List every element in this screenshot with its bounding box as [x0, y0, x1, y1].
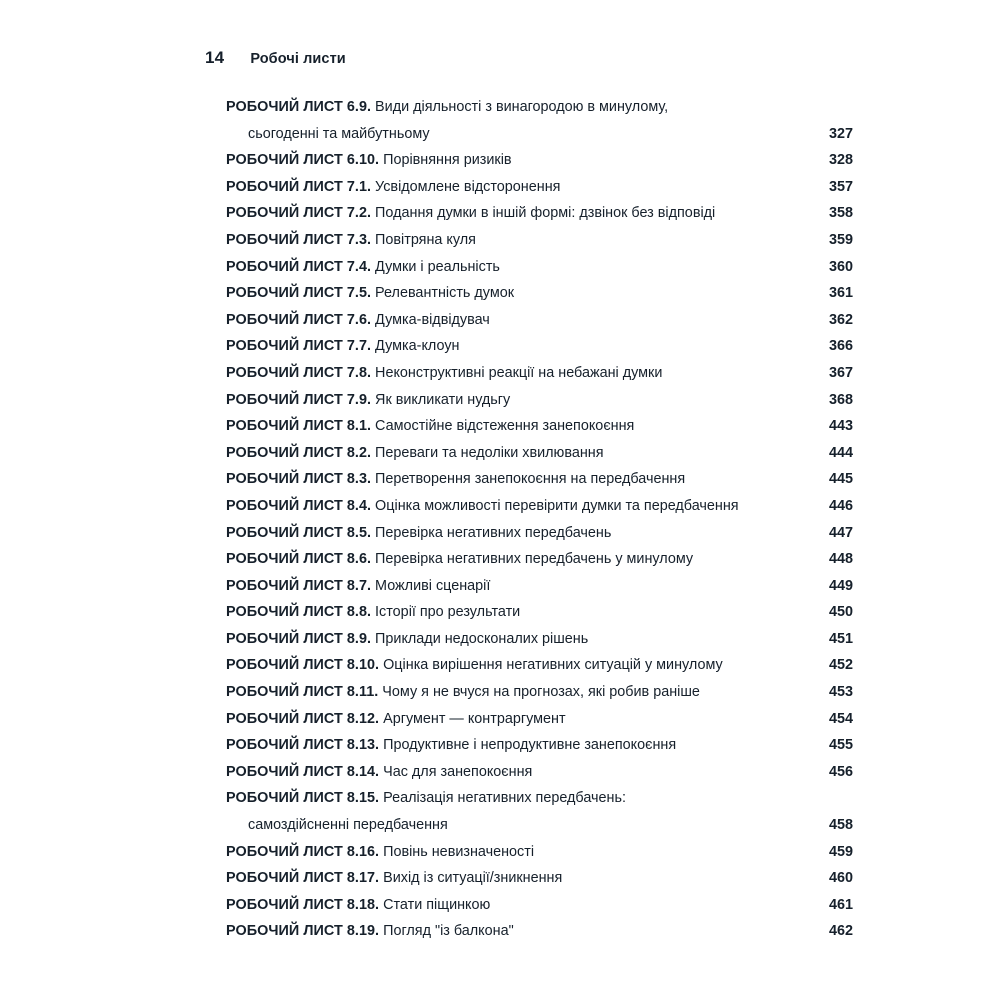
- toc-entry[interactable]: [226, 147, 853, 174]
- toc-entry-line: [226, 227, 771, 254]
- toc-entry-line: [226, 732, 771, 759]
- toc-entry[interactable]: [226, 307, 853, 334]
- toc-entry-label: РОБОЧИЙ ЛИСТ 7.1.: [226, 178, 372, 195]
- toc-entry-line: [226, 520, 771, 547]
- toc-entry-page-number: 368: [828, 391, 853, 408]
- toc-entry[interactable]: [226, 360, 853, 387]
- toc-entry-title: Повітряна куля: [371, 231, 476, 248]
- toc-entry[interactable]: [226, 387, 853, 414]
- toc-entry-page-number: 367: [828, 364, 853, 381]
- toc-entry[interactable]: [226, 679, 853, 706]
- toc-entry-label: РОБОЧИЙ ЛИСТ 8.12.: [226, 710, 380, 727]
- toc-entry-label: РОБОЧИЙ ЛИСТ 7.6.: [226, 311, 372, 328]
- toc-entry[interactable]: [226, 174, 853, 201]
- toc-entry-label: РОБОЧИЙ ЛИСТ 7.4.: [226, 258, 372, 275]
- toc-entry[interactable]: [226, 573, 853, 600]
- toc-entry-title: Повінь невизначеності: [379, 843, 535, 860]
- toc-entry-page-number: 455: [828, 737, 853, 754]
- toc-entry-title: Вихід із ситуації/зникнення: [379, 870, 563, 887]
- toc-entry-line-continued: [226, 121, 771, 148]
- toc-entry-page-number: 358: [828, 205, 853, 222]
- toc-entry-page-number: 445: [828, 471, 853, 488]
- toc-entry-label: РОБОЧИЙ ЛИСТ 8.13.: [226, 737, 380, 754]
- toc-entry-page-number: 458: [828, 817, 853, 834]
- running-head: [205, 48, 770, 68]
- toc-entry[interactable]: [226, 706, 853, 733]
- toc-entry-line: [226, 440, 771, 467]
- toc-entry-page-number: 444: [828, 444, 853, 461]
- toc-entry-title-continued: самоздійсненні передбачення: [248, 817, 448, 834]
- toc-entry-line: [226, 892, 771, 919]
- toc-entry-line: [226, 200, 771, 227]
- toc-entry[interactable]: [226, 466, 853, 493]
- toc-entry-page-number: 366: [828, 338, 853, 355]
- toc-entry[interactable]: [226, 785, 853, 838]
- toc-entry-line: [226, 307, 771, 334]
- toc-entry-label: РОБОЧИЙ ЛИСТ 8.2.: [226, 444, 372, 461]
- toc-entry-page-number: 451: [828, 630, 853, 647]
- toc-entry[interactable]: [226, 333, 853, 360]
- toc-entry-line: [226, 573, 771, 600]
- toc-entry[interactable]: [226, 227, 853, 254]
- toc-entry-title: Перевірка негативних передбачень: [371, 524, 612, 541]
- toc-entry-line: [226, 94, 771, 121]
- toc-entry-line: [226, 865, 771, 892]
- toc-entry-line: [226, 918, 771, 945]
- toc-entry-line: [226, 759, 771, 786]
- toc-entry-title: Усвідомлене відсторонення: [371, 178, 561, 195]
- toc-entry[interactable]: [226, 918, 853, 945]
- toc-entry-page-number: 328: [828, 152, 853, 169]
- toc-entry-title: Погляд "із балкона": [379, 923, 514, 940]
- toc-entry-page-number: 360: [828, 258, 853, 275]
- toc-entry-page-number: 461: [828, 896, 853, 913]
- toc-entry-label: РОБОЧИЙ ЛИСТ 6.9.: [226, 99, 372, 115]
- toc-entry-label: РОБОЧИЙ ЛИСТ 8.4.: [226, 497, 372, 514]
- toc-entry-label: РОБОЧИЙ ЛИСТ 8.6.: [226, 551, 372, 568]
- toc-entry-title: Думки і реальність: [371, 258, 500, 275]
- toc-entry-line: [226, 147, 771, 174]
- toc-entry-line: [226, 679, 771, 706]
- toc-entry-page-number: 357: [828, 178, 853, 195]
- toc-entry-title: Стати піщинкою: [379, 896, 491, 913]
- toc-entry[interactable]: [226, 493, 853, 520]
- toc-entry-label: РОБОЧИЙ ЛИСТ 7.9.: [226, 391, 372, 408]
- toc-entry-line: [226, 599, 771, 626]
- toc-entry[interactable]: [226, 652, 853, 679]
- toc-entry-title: Подання думки в іншій формі: дзвінок без відповіді: [371, 205, 716, 222]
- toc-entry-page-number: 456: [828, 763, 853, 780]
- running-head-title: Робочі листи: [250, 51, 346, 67]
- toc-entry-title: Можливі сценарії: [371, 577, 491, 594]
- toc-entry-line: [226, 785, 771, 812]
- toc-entry[interactable]: [226, 94, 853, 147]
- toc-entry[interactable]: [226, 440, 853, 467]
- toc-entry-title: Оцінка вирішення негативних ситуацій у минулому: [379, 657, 723, 674]
- toc-entry-label: РОБОЧИЙ ЛИСТ 7.3.: [226, 231, 372, 248]
- toc-entry-line: [226, 652, 771, 679]
- toc-entry-label: РОБОЧИЙ ЛИСТ 8.3.: [226, 471, 372, 488]
- toc-entry-title: Оцінка можливості перевірити думки та передбачення: [371, 497, 739, 514]
- toc-entry[interactable]: [226, 732, 853, 759]
- toc-entry-page-number: 453: [828, 684, 853, 701]
- toc-entry[interactable]: [226, 200, 853, 227]
- toc-entry-line: [226, 333, 771, 360]
- toc-entry-page-number: 450: [828, 604, 853, 621]
- toc-entry-line: [226, 387, 771, 414]
- toc-entry-page-number: 448: [828, 551, 853, 568]
- toc-entry-title: Перевірка негативних передбачень у минулому: [371, 551, 694, 568]
- toc-entry-page-number: 362: [828, 311, 853, 328]
- toc-entry-title: Реалізація негативних передбачень:: [379, 790, 626, 807]
- toc-entry-title: Час для занепокоєння: [379, 763, 533, 780]
- toc-entry-page-number: 459: [828, 843, 853, 860]
- toc-entry-title: Перетворення занепокоєння на передбачення: [371, 471, 686, 488]
- toc-entry-label: РОБОЧИЙ ЛИСТ 7.7.: [226, 338, 372, 355]
- toc-entry-page-number: 449: [828, 577, 853, 594]
- toc-entry-label: РОБОЧИЙ ЛИСТ 7.8.: [226, 364, 372, 381]
- toc-entry-page-number: 447: [828, 524, 853, 541]
- toc-entry-label: РОБОЧИЙ ЛИСТ 8.18.: [226, 896, 380, 913]
- toc-entry-title-continued: сьогоденні та майбутньому: [248, 125, 430, 142]
- toc-entry-label: РОБОЧИЙ ЛИСТ 6.10.: [226, 152, 380, 169]
- toc-entry-title: Неконструктивні реакції на небажані думки: [371, 364, 663, 381]
- toc-entry-line: [226, 839, 771, 866]
- toc-entry-page-number: 327: [828, 125, 853, 142]
- toc-entry-label: РОБОЧИЙ ЛИСТ 8.19.: [226, 923, 380, 940]
- toc-entry-label: РОБОЧИЙ ЛИСТ 8.5.: [226, 524, 372, 541]
- toc-entry-title: Аргумент — контраргумент: [379, 710, 566, 727]
- toc-entry-label: РОБОЧИЙ ЛИСТ 7.2.: [226, 205, 372, 222]
- toc-entry-line: [226, 626, 771, 653]
- toc-entry-page-number: 460: [828, 870, 853, 887]
- toc-entry-label: РОБОЧИЙ ЛИСТ 8.15.: [226, 790, 380, 807]
- toc-entry[interactable]: [226, 865, 853, 892]
- toc-entry[interactable]: [226, 546, 853, 573]
- toc-entry-title: Приклади недосконалих рішень: [371, 630, 589, 647]
- toc-entry-title: Продуктивне і непродуктивне занепокоєння: [379, 737, 677, 754]
- toc-entry-label: РОБОЧИЙ ЛИСТ 8.8.: [226, 604, 372, 621]
- toc-entry-line: [226, 254, 771, 281]
- toc-entry[interactable]: [226, 759, 853, 786]
- toc-entry-page-number: 462: [828, 923, 853, 940]
- toc-entry-label: РОБОЧИЙ ЛИСТ 8.1.: [226, 418, 372, 435]
- toc-entry-line: [226, 174, 771, 201]
- toc-entry-label: РОБОЧИЙ ЛИСТ 8.10.: [226, 657, 380, 674]
- toc-entry-title: Порівняння ризиків: [379, 152, 512, 169]
- toc-entry[interactable]: [226, 626, 853, 653]
- toc-entry-title: Історії про результати: [371, 604, 521, 621]
- toc-entry-label: РОБОЧИЙ ЛИСТ 8.14.: [226, 763, 380, 780]
- toc-entry-page-number: 361: [828, 285, 853, 302]
- toc-entry[interactable]: [226, 254, 853, 281]
- toc-entry[interactable]: [226, 520, 853, 547]
- toc-entry-title: Переваги та недоліки хвилювання: [371, 444, 604, 461]
- toc-entry[interactable]: [226, 839, 853, 866]
- toc-entry-page-number: 443: [828, 418, 853, 435]
- toc-entry-line: [226, 493, 771, 520]
- toc-entry-page-number: 454: [828, 710, 853, 727]
- toc-entry-label: РОБОЧИЙ ЛИСТ 8.9.: [226, 630, 372, 647]
- toc-entry-title: Чому я не вчуся на прогнозах, які робив раніше: [378, 684, 700, 701]
- toc-entry-line: [226, 466, 771, 493]
- toc-entry-label: РОБОЧИЙ ЛИСТ 8.11.: [226, 684, 379, 701]
- toc-entry[interactable]: [226, 413, 853, 440]
- toc-entry-label: РОБОЧИЙ ЛИСТ 7.5.: [226, 285, 372, 302]
- toc-entry-title: Самостійне відстеження занепокоєння: [371, 418, 635, 435]
- toc-entry-page-number: 359: [828, 231, 853, 248]
- toc-entry-title: Релевантність думок: [371, 285, 515, 302]
- toc-entry-page-number: 452: [828, 657, 853, 674]
- toc-entry-line: [226, 280, 771, 307]
- toc-entry-label: РОБОЧИЙ ЛИСТ 8.17.: [226, 870, 380, 887]
- toc-entry-title: Як викликати нудьгу: [371, 391, 511, 408]
- toc-entry[interactable]: [226, 892, 853, 919]
- toc-entry[interactable]: [226, 599, 853, 626]
- toc-entry-page-number: 446: [828, 497, 853, 514]
- toc-entry-title: Думка-відвідувач: [371, 311, 490, 328]
- table-of-contents: [226, 94, 853, 945]
- toc-entry-label: РОБОЧИЙ ЛИСТ 8.16.: [226, 843, 380, 860]
- toc-entry-line-continued: [226, 812, 771, 839]
- toc-entry-title: Види діяльності з винагородою в минулому,: [371, 99, 669, 115]
- toc-entry-line: [226, 546, 771, 573]
- toc-entry-line: [226, 360, 771, 387]
- page-folio: 14: [205, 48, 225, 67]
- toc-entry-title: Думка-клоун: [371, 338, 460, 355]
- toc-entry[interactable]: [226, 280, 853, 307]
- toc-entry-line: [226, 413, 771, 440]
- toc-entry-line: [226, 706, 771, 733]
- toc-entry-label: РОБОЧИЙ ЛИСТ 8.7.: [226, 577, 372, 594]
